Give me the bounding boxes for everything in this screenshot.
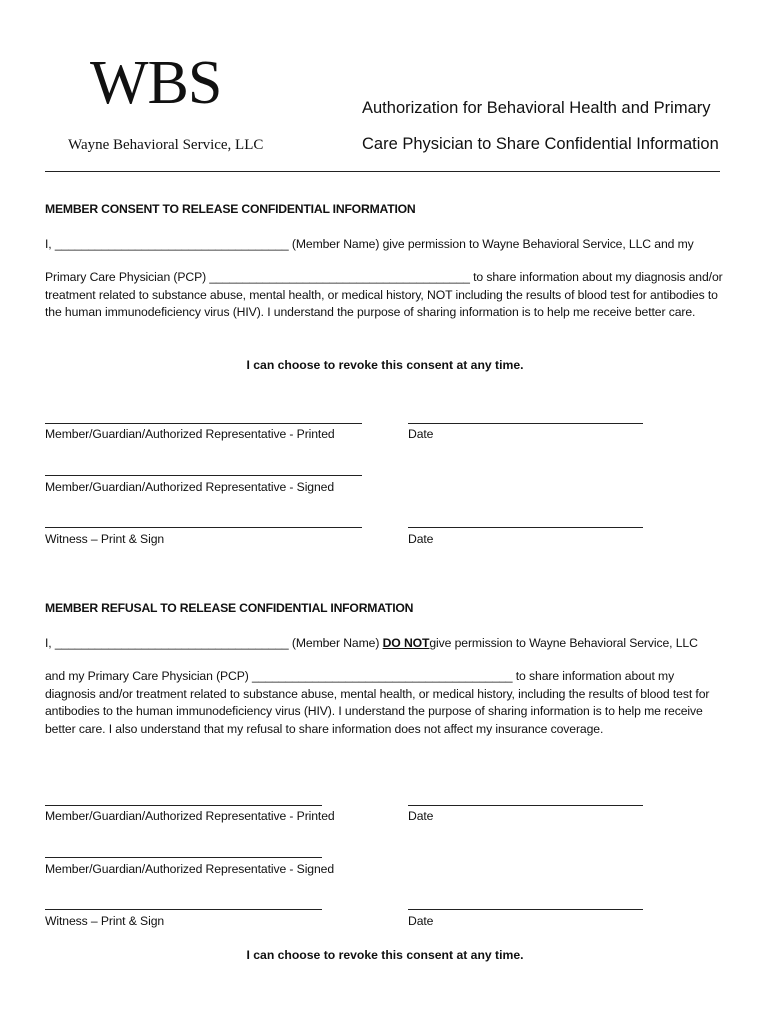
refusal-revoke-note: I can choose to revoke this consent at any time. xyxy=(246,948,524,962)
refusal-member-line xyxy=(45,636,698,650)
consent-signed-signature-line[interactable] xyxy=(45,475,362,476)
consent-date-label-1: Date xyxy=(408,427,434,441)
consent-date-line-1[interactable] xyxy=(408,423,643,424)
do-not-emphasis: DO NOT xyxy=(382,636,430,650)
refusal-pcp-suffix: to share information about my xyxy=(512,669,675,683)
refusal-witness-label: Witness – Print & Sign xyxy=(45,914,165,928)
refusal-date-line-2[interactable] xyxy=(408,909,643,910)
refusal-line-suffix: give permission to Wayne Behavioral Service, LLC xyxy=(429,636,698,650)
document-title-line-1: Authorization for Behavioral Health and Primary xyxy=(362,99,711,117)
header-divider xyxy=(45,171,720,172)
consent-member-name-field[interactable]: ___________________________________ xyxy=(54,237,289,251)
refusal-member-name-field[interactable]: ___________________________________ xyxy=(54,636,289,650)
consent-printed-label: Member/Guardian/Authorized Representative - Printed xyxy=(45,427,335,441)
refusal-date-label-1: Date xyxy=(408,809,434,823)
refusal-printed-signature-line[interactable] xyxy=(45,805,322,806)
document-title-line-2: Care Physician to Share Confidential Information xyxy=(362,135,719,153)
consent-pcp-suffix: to share information about my diagnosis xyxy=(469,270,686,284)
refusal-pcp-name-field[interactable]: _______________________________________ xyxy=(252,669,513,683)
refusal-line-prefix: I, xyxy=(45,636,55,650)
consent-date-label-2: Date xyxy=(408,532,434,546)
consent-witness-line[interactable] xyxy=(45,527,362,528)
company-name: Wayne Behavioral Service, LLC xyxy=(68,137,264,153)
refusal-paragraph xyxy=(45,668,725,738)
refusal-heading: MEMBER REFUSAL TO RELEASE CONFIDENTIAL INFORMATION xyxy=(45,601,414,615)
refusal-pcp-prefix: and my Primary Care Physician (PCP) xyxy=(45,669,253,683)
refusal-printed-label: Member/Guardian/Authorized Representative - Printed xyxy=(45,809,335,823)
refusal-witness-line[interactable] xyxy=(45,909,322,910)
consent-pcp-name-field[interactable]: _______________________________________ xyxy=(209,270,470,284)
refusal-signed-signature-line[interactable] xyxy=(45,857,322,858)
consent-pcp-prefix: Primary Care Physician (PCP) xyxy=(45,270,210,284)
consent-paragraph xyxy=(45,269,725,322)
consent-paragraph-body: and/or treatment related to substance abuse, mental health, or medical history, NOT including the results of blood test for antibodies to the human immunodeficiency virus (HIV). I understand the purpose of sharing information is to help me receive better care. xyxy=(45,270,723,320)
consent-line-prefix: I, xyxy=(45,237,55,251)
wbs-logo: WBS xyxy=(90,49,222,117)
consent-signed-label: Member/Guardian/Authorized Representative - Signed xyxy=(45,480,335,494)
consent-witness-label: Witness – Print & Sign xyxy=(45,532,165,546)
consent-revoke-note: I can choose to revoke this consent at any time. xyxy=(246,358,524,372)
refusal-paragraph-body: diagnosis and/or treatment related to substance abuse, mental health, or medical history, including the results of blood test for antibodies to the human immunodeficiency virus (HIV). I understand the purpose of sharing information is to help me receive better care. I also understand that my refusal to share information does not affect my insurance coverage. xyxy=(45,686,710,736)
refusal-date-label-2: Date xyxy=(408,914,434,928)
consent-printed-signature-line[interactable] xyxy=(45,423,362,424)
consent-line-suffix: (Member Name) give permission to Wayne Behavioral Service, LLC and my xyxy=(288,237,694,251)
consent-heading: MEMBER CONSENT TO RELEASE CONFIDENTIAL INFORMATION xyxy=(45,202,416,216)
refusal-signed-label: Member/Guardian/Authorized Representative - Signed xyxy=(45,862,335,876)
consent-date-line-2[interactable] xyxy=(408,527,643,528)
refusal-line-mid: (Member Name) xyxy=(288,636,383,650)
consent-member-line xyxy=(45,237,694,251)
refusal-date-line-1[interactable] xyxy=(408,805,643,806)
